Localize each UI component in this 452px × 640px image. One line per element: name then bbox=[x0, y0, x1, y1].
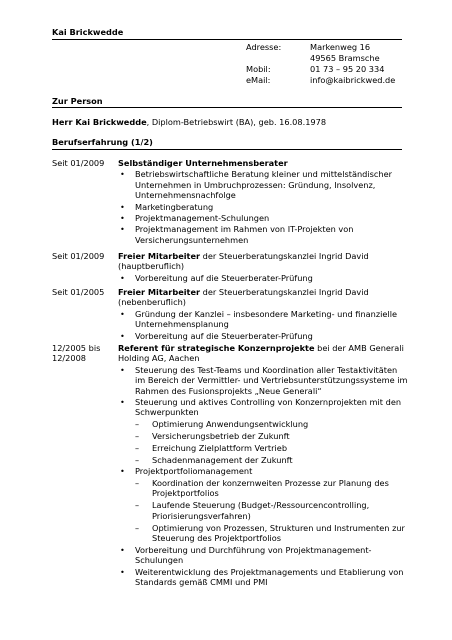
dash-icon: – bbox=[135, 500, 140, 511]
bullet-text: Vorbereitung und Durchführung von Projektmanagement-Schulungen bbox=[135, 544, 372, 566]
sub-item-text: Optimierung von Prozessen, Strukturen und Instrumenten zur Steuerung des Projektportfolios bbox=[152, 522, 405, 543]
entry-date: Seit 01/2009 bbox=[52, 158, 105, 168]
contact-value-street: Markenweg 16 bbox=[310, 42, 371, 52]
person-name: Herr Kai Brickwedde bbox=[52, 117, 147, 127]
bullet-icon: • bbox=[120, 330, 125, 341]
sub-item bbox=[135, 419, 408, 429]
entry-title: Freier Mitarbeiter bbox=[118, 287, 201, 297]
sub-item-text: Erreichung Zielplattform Vertrieb bbox=[152, 442, 288, 453]
experience-rule bbox=[52, 149, 402, 150]
dash-icon: – bbox=[135, 442, 140, 453]
sub-item-text: Versicherungsbetrieb der Zukunft bbox=[152, 430, 290, 441]
header-name: Kai Brickwedde bbox=[52, 27, 124, 37]
bullet-text: Vorbereitung auf die Steuerberater-Prüfung bbox=[135, 272, 313, 283]
entry-heading bbox=[118, 158, 408, 168]
contact-value-email: info@kaibrickwed.de bbox=[310, 75, 396, 85]
sub-item bbox=[135, 500, 408, 521]
bullet-text: Vorbereitung auf die Steuerberater-Prüfung bbox=[135, 330, 313, 341]
bullet-icon: • bbox=[120, 544, 125, 555]
entry-title-detail: bei der AMB Generali Holding AG, Aachen bbox=[118, 343, 404, 364]
dash-icon: – bbox=[135, 477, 140, 488]
bullet-text: Steuerung und aktives Controlling von Konzernprojekten mit den Schwerpunkten bbox=[135, 397, 402, 418]
bullet-item bbox=[118, 545, 408, 566]
sub-item bbox=[135, 478, 408, 499]
entry-title: Selbständiger Unternehmensberater bbox=[118, 158, 288, 168]
entry-bullet-list bbox=[118, 273, 408, 283]
entry-title: Freier Mitarbeiter bbox=[118, 251, 201, 261]
bullet-item bbox=[118, 213, 408, 223]
bullet-text: Betriebswirtschaftliche Beratung kleiner und mittelständischer Unternehmen in Umbruchprozessen: Gründung, Insolvenz, Unternehmensnachfolge bbox=[135, 169, 392, 201]
bullet-item bbox=[118, 567, 408, 588]
entry-date: 12/2005 bis 12/2008 bbox=[52, 343, 101, 364]
entry-title-detail: der Steuerberatungskanzlei Ingrid David (nebenberuflich) bbox=[118, 287, 369, 308]
bullet-item bbox=[118, 224, 408, 245]
entry-body bbox=[118, 251, 408, 284]
section-title-experience: Berufserfahrung (1/2) bbox=[52, 137, 153, 147]
bullet-icon: • bbox=[120, 466, 125, 477]
sub-item bbox=[135, 431, 408, 441]
bullet-icon: • bbox=[120, 224, 125, 235]
entry-date: Seit 01/2005 bbox=[52, 287, 105, 297]
bullet-icon: • bbox=[120, 169, 125, 180]
sub-item bbox=[135, 523, 408, 544]
bullet-text: Marketingberatung bbox=[135, 201, 214, 212]
entry-body bbox=[118, 158, 408, 246]
dash-icon: – bbox=[135, 522, 140, 533]
bullet-item bbox=[118, 309, 408, 330]
bullet-icon: • bbox=[120, 272, 125, 283]
bullet-text: Weiterentwicklung des Projektmanagements und Etablierung von Standards gemäß CMMI und PMI bbox=[135, 566, 404, 588]
person-rule bbox=[52, 107, 402, 108]
entry-bullet-list bbox=[118, 169, 408, 245]
bullet-item bbox=[118, 365, 408, 396]
entry-body bbox=[118, 287, 408, 342]
entry-title-detail: der Steuerberatungskanzlei Ingrid David (hauptberuflich) bbox=[118, 251, 369, 272]
contact-value-city: 49565 Bramsche bbox=[310, 53, 380, 63]
bullet-item bbox=[118, 273, 408, 283]
entry-heading bbox=[118, 343, 408, 364]
contact-label-address: Adresse: bbox=[246, 42, 282, 52]
bullet-item bbox=[118, 331, 408, 341]
dash-icon: – bbox=[135, 454, 140, 465]
person-details: , Diplom-Betriebswirt (BA), geb. 16.08.1978 bbox=[146, 117, 327, 127]
entry-body bbox=[118, 343, 408, 588]
entry-bullet-list bbox=[118, 309, 408, 341]
bullet-icon: • bbox=[120, 566, 125, 577]
bullet-icon: • bbox=[120, 201, 125, 212]
bullet-icon: • bbox=[120, 308, 125, 319]
section-title-person: Zur Person bbox=[52, 96, 103, 106]
bullet-icon: • bbox=[120, 213, 125, 224]
entry-bullet-list bbox=[118, 365, 408, 588]
dash-icon: – bbox=[135, 418, 140, 429]
dash-icon: – bbox=[135, 430, 140, 441]
contact-label-email: eMail: bbox=[246, 75, 271, 85]
person-line bbox=[52, 117, 326, 127]
entry-heading bbox=[118, 251, 408, 272]
bullet-text: Projektportfoliomanagement bbox=[135, 466, 253, 477]
contact-label-mobile: Mobil: bbox=[246, 64, 271, 74]
contact-value-mobile: 01 73 – 95 20 334 bbox=[310, 64, 385, 74]
sub-item-text: Schadenmanagement der Zukunft bbox=[152, 454, 293, 465]
entry-title: Referent für strategische Konzernprojekte bbox=[118, 343, 315, 353]
bullet-text: Projektmanagement-Schulungen bbox=[135, 213, 270, 224]
header-rule bbox=[52, 39, 402, 40]
bullet-icon: • bbox=[120, 397, 125, 408]
sub-item bbox=[135, 443, 408, 453]
bullet-item bbox=[118, 397, 408, 465]
sub-item-text: Optimierung Anwendungsentwicklung bbox=[152, 418, 309, 429]
bullet-item bbox=[118, 169, 408, 200]
bullet-text: Projektmanagement im Rahmen von IT-Projekten von Versicherungsunternehmen bbox=[135, 224, 354, 245]
sub-list bbox=[135, 419, 408, 465]
bullet-text: Gründung der Kanzlei – insbesondere Marketing- und finanzielle Unternehmensplanung bbox=[135, 308, 398, 330]
sub-item-text: Koordination der konzernweiten Prozesse zur Planung des Projektportfolios bbox=[152, 477, 389, 499]
sub-item bbox=[135, 455, 408, 465]
sub-item-text: Laufende Steuerung (Budget-/Ressourcencontrolling, Priorisierungsverfahren) bbox=[152, 500, 370, 521]
entry-date: Seit 01/2009 bbox=[52, 251, 105, 261]
sub-list bbox=[135, 478, 408, 543]
entry-heading bbox=[118, 287, 408, 308]
bullet-item bbox=[118, 202, 408, 212]
bullet-icon: • bbox=[120, 364, 125, 375]
bullet-text: Steuerung des Test-Teams und Koordination aller Testaktivitäten im Bereich der Vermittler- und Vertriebsunterstützungssysteme im Rahmen des Fusionsprojekts „Neue Generali“ bbox=[135, 364, 408, 396]
bullet-item bbox=[118, 466, 408, 543]
